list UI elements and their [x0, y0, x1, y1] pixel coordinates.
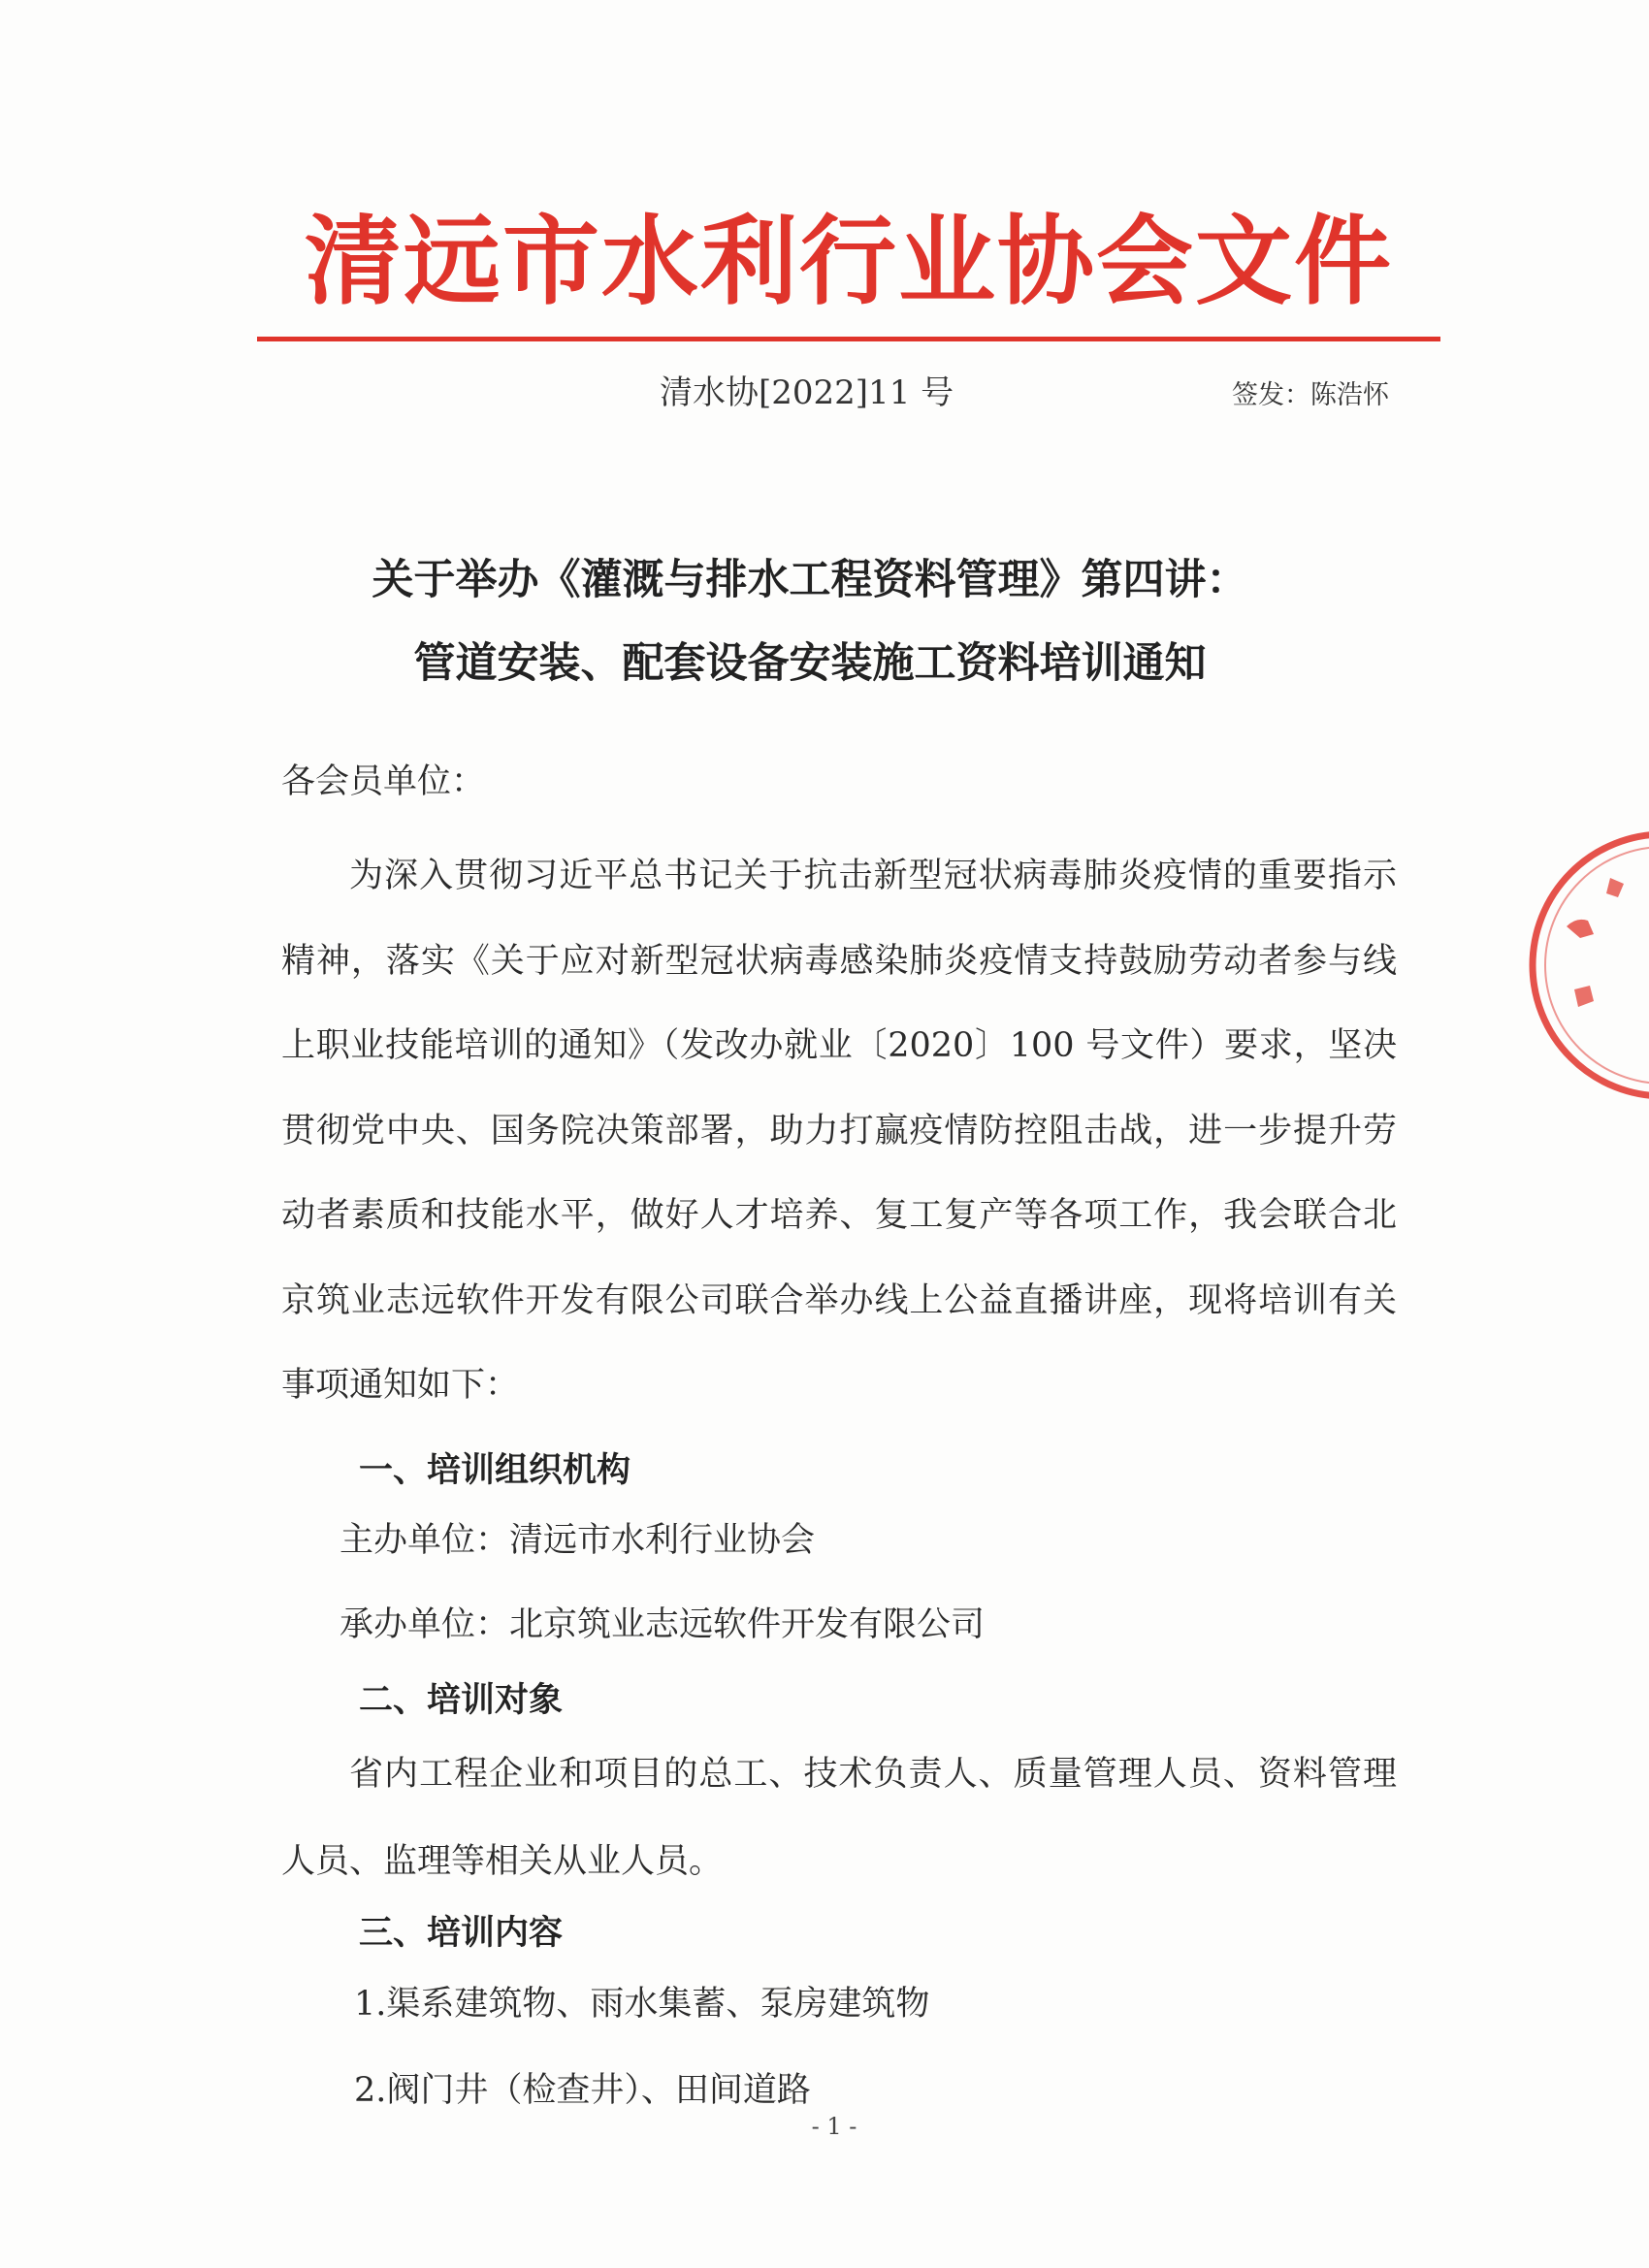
notice-title-line1: 关于举办《灌溉与排水工程资料管理》第四讲：: [372, 556, 1248, 604]
host-unit: 主办单位：清远市水利行业协会: [340, 1521, 816, 1560]
section2-heading: 二、培训对象: [359, 1681, 564, 1720]
seal-stamp-graphic: [1518, 820, 1649, 1111]
organizer-unit: 承办单位：北京筑业志远软件开发有限公司: [340, 1605, 986, 1644]
header-red-rule: [257, 337, 1440, 341]
signer: 签发：陈浩怀: [1232, 380, 1389, 410]
notice-title-line2: 管道安装、配套设备安装施工资料培训通知: [413, 639, 1207, 688]
content-item-2: 2.阀门井（检查井）、田间道路: [354, 2071, 811, 2110]
notice-title: [252, 538, 1368, 705]
org-title: 清远市水利行业协会文件: [305, 205, 1393, 318]
content-item-1: 1.渠系建筑物、雨水集蓄、泵房建筑物: [354, 1985, 930, 2024]
section2-paragraph: 省内工程企业和项目的总工、技术负责人、质量管理人员、资料管理人员、监理等相关从业人员。: [281, 1755, 1397, 1881]
seal-stamp: [1518, 820, 1649, 1111]
salutation: 各会员单位：: [281, 762, 486, 801]
section3-heading: 三、培训内容: [359, 1914, 564, 1953]
intro-paragraph: 为深入贯彻习近平总书记关于抗击新型冠状病毒肺炎疫情的重要指示精神，落实《关于应对新型冠状病毒感染肺炎疫情支持鼓励劳动者参与线上职业技能培训的通知》（发改办就业〔2020〕100 号文件）要求，坚决贯彻党中央、国务院决策部署，助力打赢疫情防控阻击战，进一步提升劳动者素质和技能水平，做好人才培养、复工复产等各项工作，我会联合北京筑业志远软件开发有限公司联合举办线上公益直播讲座，现将培训有关事项通知如下：: [281, 857, 1397, 1405]
page-number: - 1 -: [811, 2113, 857, 2140]
doc-number: 清水协[2022]11 号: [660, 373, 954, 412]
section1-heading: 一、培训组织机构: [359, 1451, 631, 1490]
